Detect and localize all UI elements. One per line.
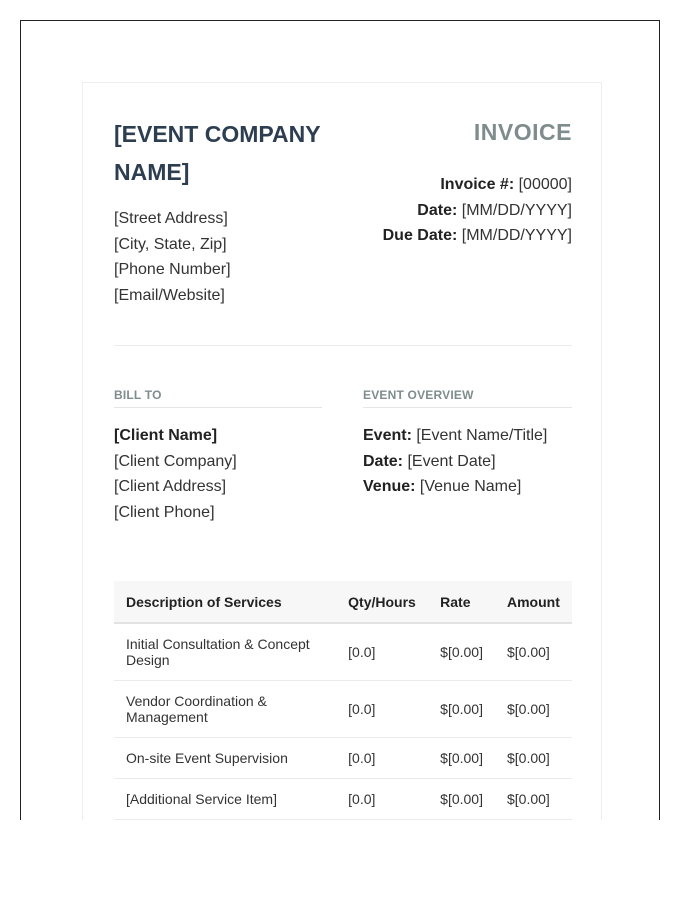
company-address [114,206,231,309]
service-rate: $[0.00] [428,623,495,681]
venue-value: [Venue Name] [419,478,522,496]
table-row [114,681,572,738]
event-name [363,423,547,449]
invoice-date [372,198,572,224]
header-divider [114,345,572,346]
column-header-description: Description of Services [114,581,336,623]
client-address: [Client Address] [114,478,227,496]
column-header-rate: Rate [428,581,495,623]
company-city-state-zip: [City, State, Zip] [114,235,227,253]
client-company: [Client Company] [114,452,237,470]
event-label: Event: [363,427,412,444]
service-qty: [0.0] [336,623,428,681]
event-venue [363,474,547,500]
column-header-qty: Qty/Hours [336,581,428,623]
service-rate: $[0.00] [428,738,495,779]
bill-to-block [114,423,237,526]
table-row [114,738,572,779]
service-amount: $[0.00] [495,738,572,779]
service-rate: $[0.00] [428,681,495,738]
column-header-amount: Amount [495,581,572,623]
bill-to-heading: BILL TO [114,388,322,408]
service-amount: $[0.00] [495,779,572,820]
service-qty: [0.0] [336,779,428,820]
venue-label: Venue: [363,478,416,496]
invoice-number-value: [00000] [518,176,572,193]
event-date [363,449,547,475]
document-page [20,20,660,820]
table-header-row [114,581,572,623]
company-phone: [Phone Number] [114,261,231,279]
event-value: [Event Name/Title] [416,427,548,444]
client-phone: [Client Phone] [114,504,215,522]
due-date-label: Due Date: [382,227,458,245]
service-description: Vendor Coordination & Management [114,681,336,738]
service-amount: $[0.00] [495,623,572,681]
invoice-date-value: [MM/DD/YYYY] [461,201,572,219]
event-overview-heading: EVENT OVERVIEW [363,388,572,408]
service-description: [Additional Service Item] [114,779,336,820]
client-name: [Client Name] [114,427,218,444]
event-date-value: [Event Date] [407,452,496,470]
due-date-value: [MM/DD/YYYY] [461,227,572,245]
company-email-website: [Email/Website] [114,287,225,305]
service-rate: $[0.00] [428,779,495,820]
service-description: On-site Event Supervision [114,738,336,779]
company-name: [EVENT COMPANY NAME] [114,121,321,185]
company-street: [Street Address] [114,210,228,227]
service-amount: $[0.00] [495,681,572,738]
service-qty: [0.0] [336,738,428,779]
invoice-meta [372,172,572,249]
invoice-number [372,172,572,198]
invoice-title: INVOICE [473,119,572,145]
service-description: Initial Consultation & Concept Design [114,623,336,681]
table-row [114,779,572,820]
event-overview-block [363,423,547,500]
invoice-date-label: Date: [417,201,458,219]
invoice-number-label: Invoice #: [440,176,515,193]
invoice-due-date [372,223,572,249]
services-table [114,581,572,820]
service-qty: [0.0] [336,681,428,738]
invoice-card [82,82,602,820]
table-row [114,623,572,681]
event-date-label: Date: [363,452,404,470]
